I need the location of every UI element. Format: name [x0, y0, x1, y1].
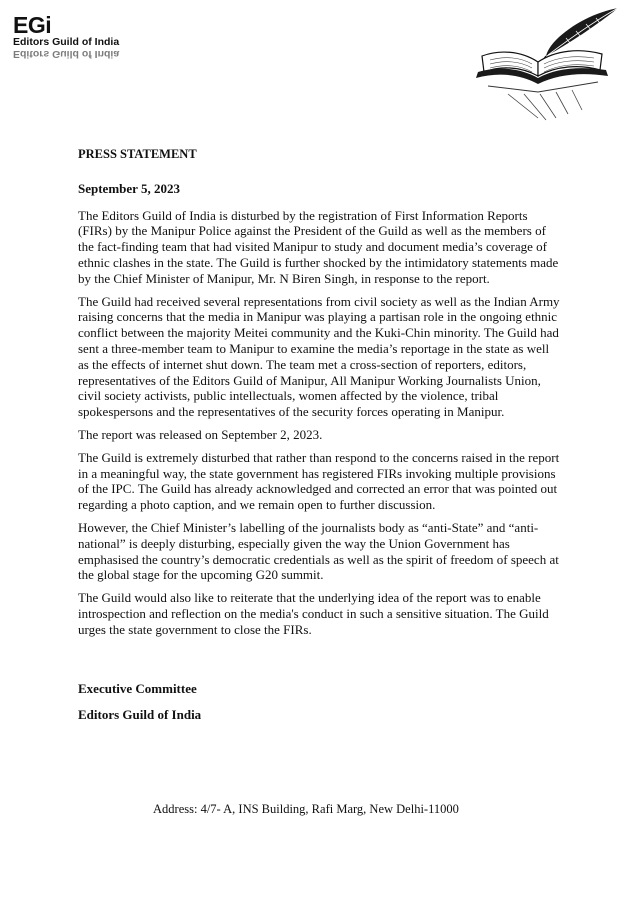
signature-organization: Editors Guild of India	[78, 707, 202, 722]
footer-address: Address: 4/7- A, INS Building, Rafi Marg, New Delhi-11000	[153, 802, 459, 816]
logo-name: Editors Guild of India	[13, 36, 120, 48]
statement-paragraph: The Guild would also like to reiterate that the underlying idea of the report was to enable introspection and reflection on the media's conduct in such a sensitive situation. The Guild urges the state government to close the FIRs.	[78, 590, 549, 637]
statement-paragraph: However, the Chief Minister’s labelling of the journalists body as “anti-State” and “anti-national” is deeply disturbing, especially given the way the Union Government has emphasised the country’s democratic credentials as well as the spirit of freedom of speech at the global stage for the upcoming G20 summit.	[78, 519, 559, 583]
logo-mark: EGi	[13, 12, 52, 38]
signature-committee: Executive Committee	[78, 681, 197, 696]
press-statement-body	[78, 147, 562, 645]
guild-logo	[13, 14, 153, 62]
statement-paragraph: The report was released on September 2, 2023.	[78, 426, 323, 442]
open-book-quill-icon	[468, 6, 620, 122]
statement-heading: PRESS STATEMENT	[78, 147, 197, 161]
signature-block	[78, 681, 201, 723]
statement-paragraph: The Guild is extremely disturbed that rather than respond to the concerns raised in the report in a meaningful way, the state government has registered FIRs invoking multiple provisions of the IPC. The Guild has already acknowledged and corrected an error that was pointed out regarding a photo caption, and we remain open to further discussion.	[78, 449, 560, 513]
statement-paragraph: The Editors Guild of India is disturbed by the registration of First Information Reports (FIRs) by the Manipur Police against the President of the Guild as well as the members of the fact-finding team that had visited Manipur to study and document media’s coverage of ethnic clashes in the state. The Guild is further shocked by the intimidatory statements made by the Chief Minister of Manipur, Mr. N Biren Singh, in response to the report.	[78, 207, 559, 286]
statement-paragraph: The Guild had received several representations from civil society as well as the Indian Army raising concerns that the media in Manipur was playing a partisan role in the ongoing ethnic conflict between the majority Meitei community and the Kuki-Chin minority. The Guild had sent a three-member team to Manipur to examine the media’s reportage in the state as well as the effects of internet shut down. The team met a cross-section of reporters, editors, representatives of the Editors Guild of Manipur, All Manipur Working Journalists Union, civil society activists, public intellectuals, women affected by the violence, tribal spokespersons and the representatives of the security forces operating in Manipur.	[78, 293, 560, 420]
statement-date: September 5, 2023	[78, 180, 180, 196]
logo-name-reflection: Editors Guild of India	[13, 48, 120, 60]
